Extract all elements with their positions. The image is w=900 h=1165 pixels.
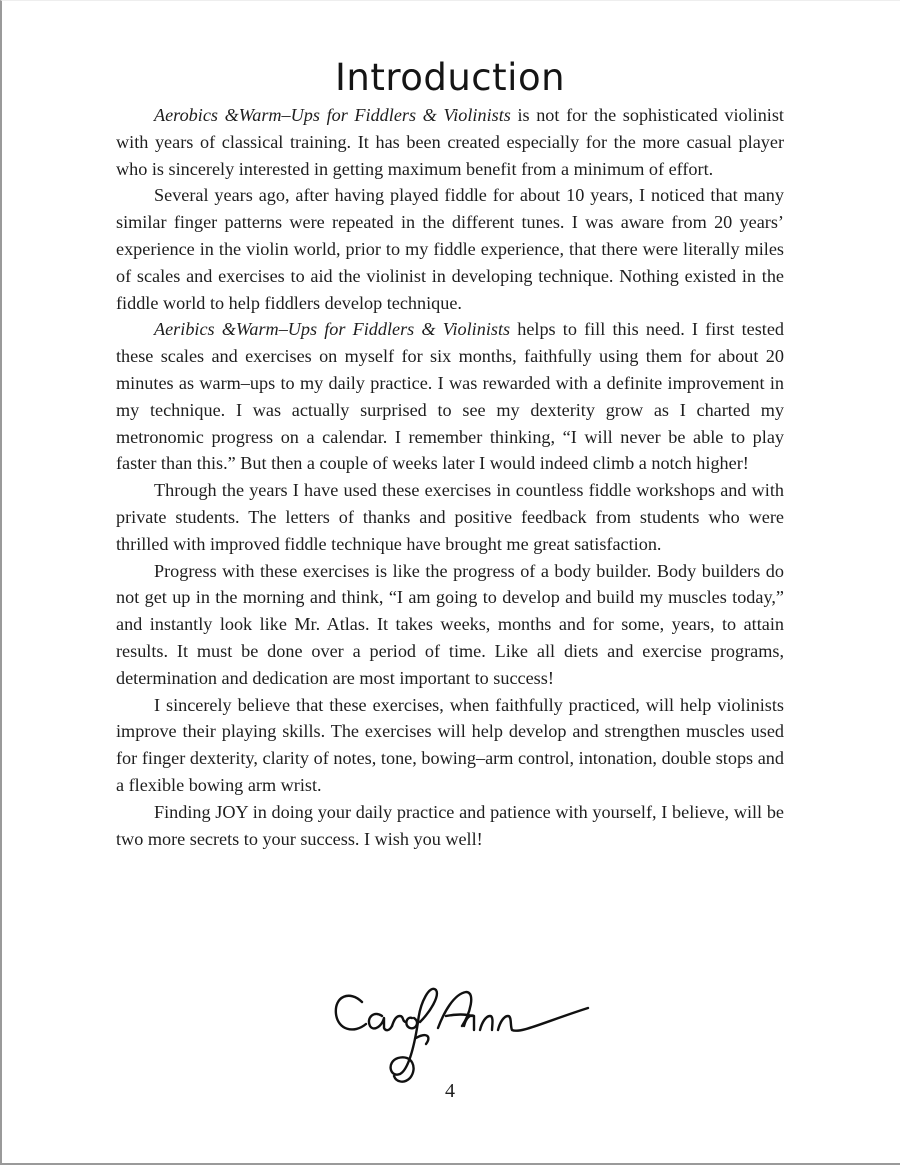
book-title: Aeribics &Warm–Ups for Fiddlers & Violinists: [154, 319, 511, 340]
paragraph-3-text: helps to fill this need. I first tested these scales and exercises on myself for six months, faithfully using them for about 20 minutes as warm–ups to my daily practice. I was rewarded with a definite improvement in my technique. I was actually surprised to see my dexterity grow as I charted my metronomic progress on a calendar. I remember thinking, “I will never be able to play faster than this.” But then a couple of weeks later I would indeed climb a notch higher!: [116, 319, 784, 474]
signature: [320, 982, 620, 1092]
page-title: Introduction: [334, 56, 566, 99]
paragraph-3: [116, 316, 784, 477]
page-number: 4: [445, 1080, 455, 1102]
paragraph-2: Several years ago, after having played fiddle for about 10 years, I noticed that many similar finger patterns were repeated in the different tunes. I was aware from 20 years’ experience in the violin world, prior to my fiddle experience, that there were literally miles of scales and exercises to aid the violinist in developing technique. Nothing existed in the fiddle world to help fiddlers develop technique.: [116, 185, 784, 313]
introduction-body: [116, 102, 784, 852]
paragraph-4: Through the years I have used these exercises in countless fiddle workshops and with private students. The letters of thanks and positive feedback from students who were thrilled with improved fiddle technique have brought me great satisfaction.: [116, 480, 784, 554]
paragraph-1: [116, 102, 784, 182]
paragraph-7: Finding JOY in doing your daily practice and patience with yourself, I believe, will be two more secrets to your success. I wish you well!: [116, 801, 784, 849]
paragraph-6: I sincerely believe that these exercises, when faithfully practiced, will help violinists improve their playing skills. The exercises will help develop and strengthen muscles used for finger dexterity, clarity of notes, tone, bowing–arm control, intonation, double stops and a flexible bowing arm wrist.: [116, 694, 784, 795]
paragraph-5: Progress with these exercises is like the progress of a body builder. Body builders do not get up in the morning and think, “I am going to develop and build my muscles today,” and instantly look like Mr. Atlas. It takes weeks, months and for some, years, to attain results. It must be done over a period of time. Like all diets and exercise programs, determination and dedication are most important to success!: [116, 560, 784, 688]
signature-drawing: [320, 982, 620, 1092]
paragraph-1-text: is not for the sophisticated violinist with years of classical training. It has been created especially for the more casual player who is sincerely interested in getting maximum benefit from a minimum of effort.: [116, 105, 784, 179]
book-title: Aerobics &Warm–Ups for Fiddlers & Violinists: [154, 105, 511, 125]
